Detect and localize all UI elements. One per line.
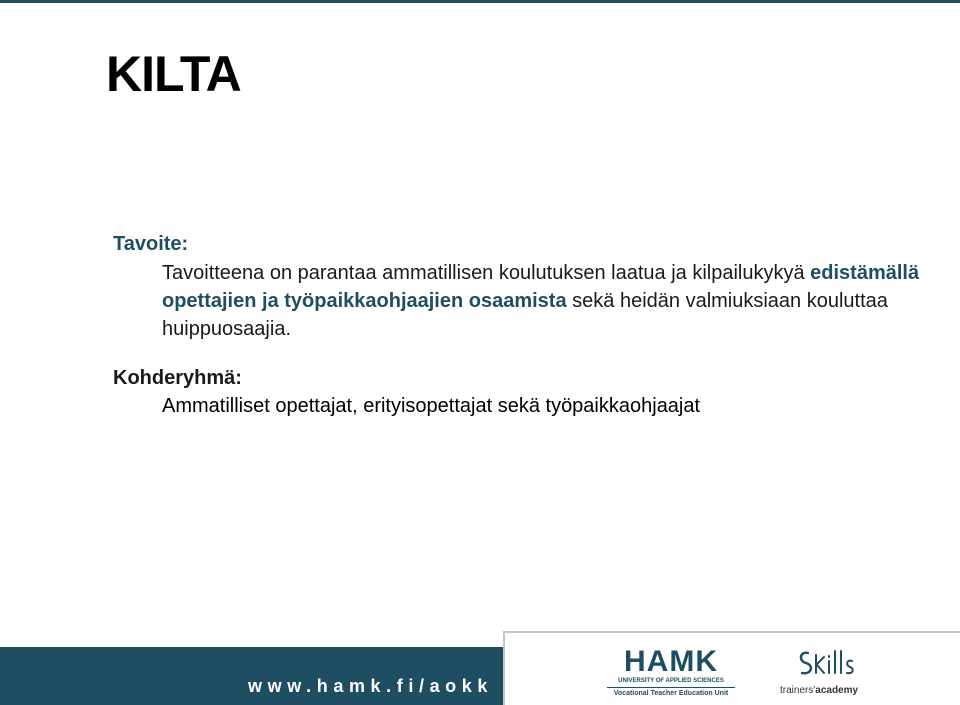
top-rule xyxy=(0,0,960,3)
kohderyhma-heading: Kohderyhmä: xyxy=(113,367,242,389)
tavoite-text-bold: edistämällä opettajien ja työpaikkaohjaajien osaamista xyxy=(162,262,920,312)
kohderyhma-text: Ammatilliset opettajat, erityisopettajat sekä työpaikkaohjaajat xyxy=(162,395,701,417)
tavoite-heading: Tavoite: xyxy=(113,233,189,255)
skills-logo-mark xyxy=(794,645,864,685)
tavoite-text-part2: sekä heidän valmiuksiaan kouluttaa huippuosaajia. xyxy=(162,290,888,340)
tavoite-text xyxy=(162,259,943,343)
hamk-logo-subtitle: UNIVERSITY OF APPLIED SCIENCES xyxy=(618,678,724,684)
footer-bar xyxy=(0,647,503,705)
tavoite-text-part1: Tavoitteena on parantaa ammatillisen koulutuksen laatua ja kilpailukykyä xyxy=(162,262,811,284)
slide-body xyxy=(113,232,943,418)
hamk-logo xyxy=(607,645,735,698)
hamk-logo-unit: Vocational Teacher Education Unit xyxy=(613,690,729,697)
skills-logo xyxy=(780,645,870,701)
skills-logo-subtitle: trainers'academy xyxy=(780,685,859,696)
hamk-logo-text: HAMK xyxy=(624,645,718,678)
footer-logo-area xyxy=(503,631,960,705)
footer-url-link[interactable]: www.hamk.fi/aokk xyxy=(248,676,493,696)
slide-title: KILTA xyxy=(106,46,241,102)
